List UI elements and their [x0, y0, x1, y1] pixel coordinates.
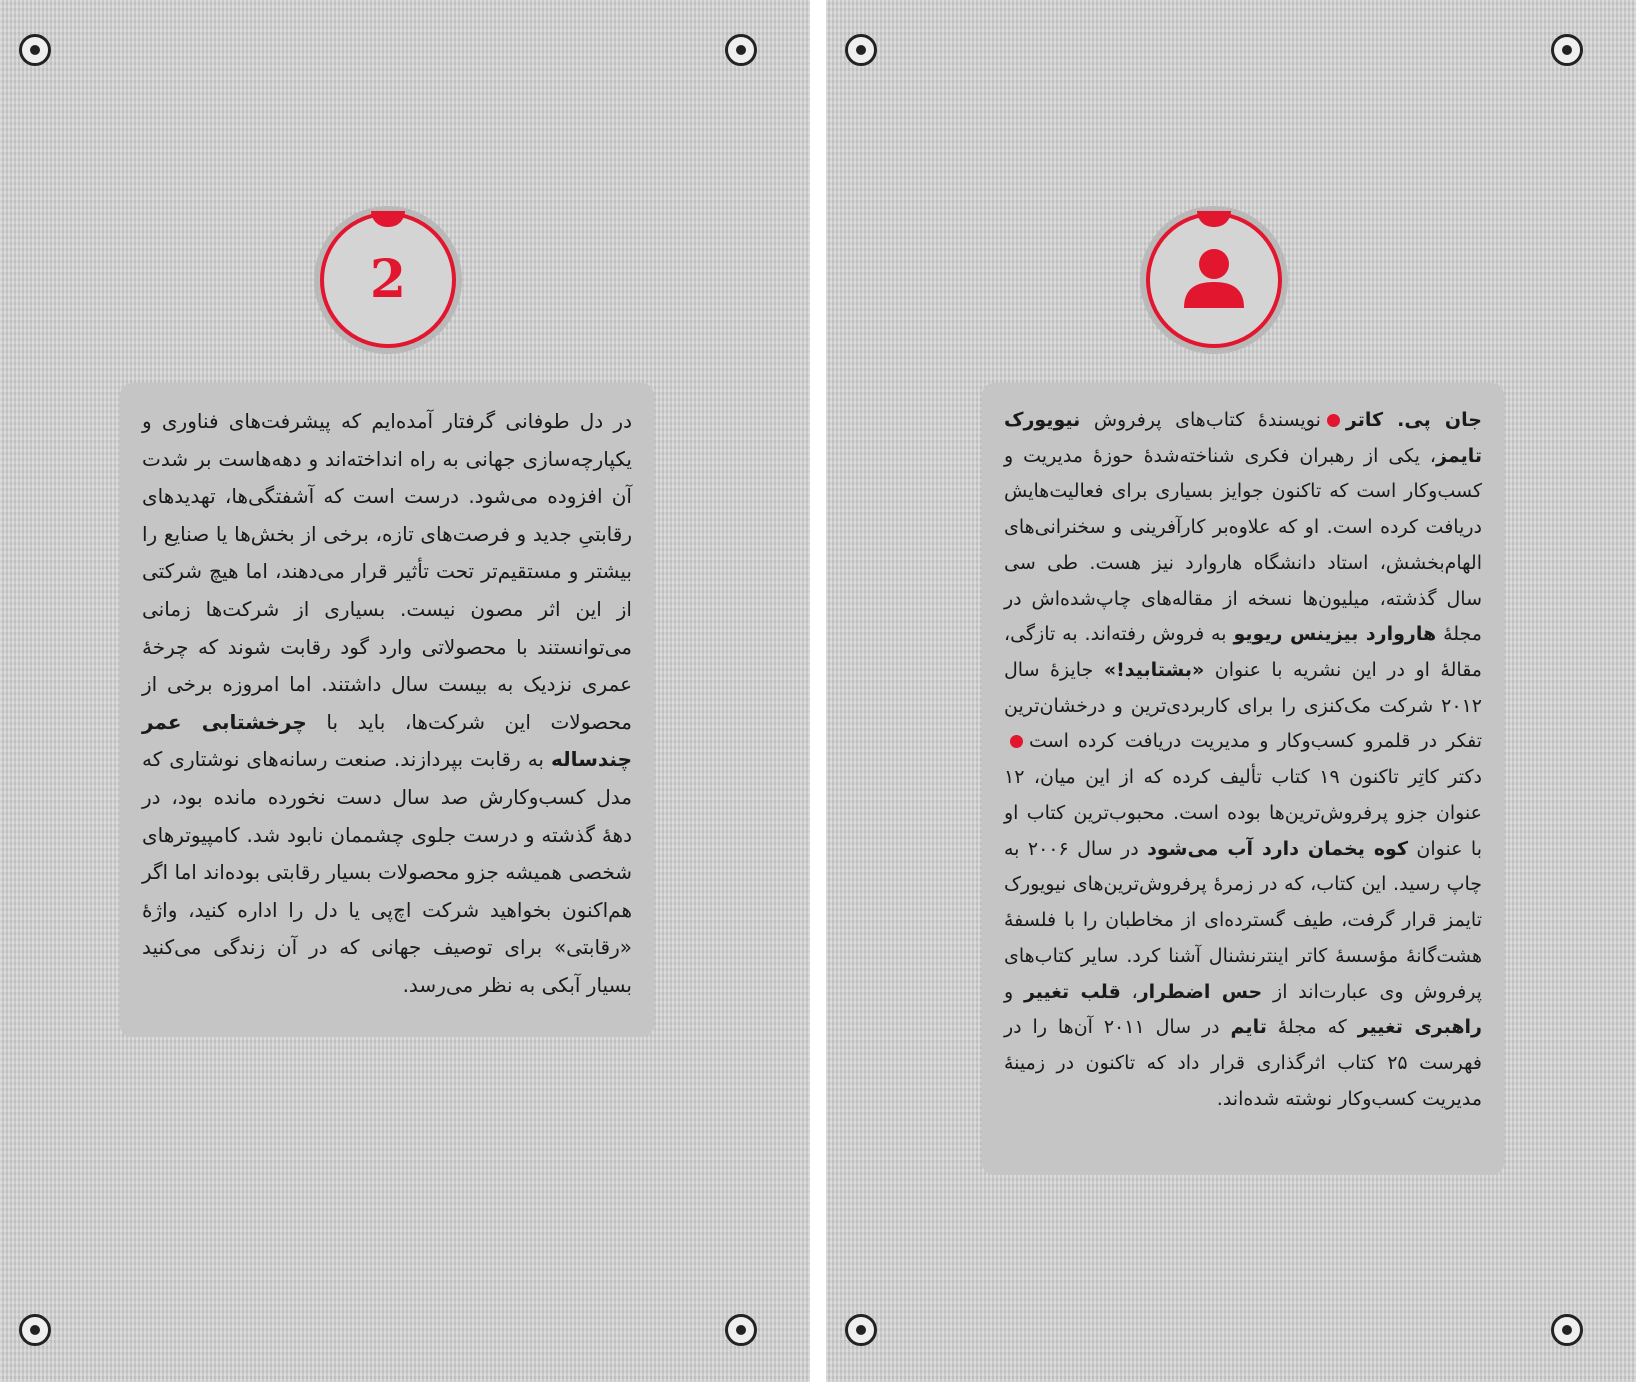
highlighted-phrase: تایم [1230, 1016, 1267, 1039]
right-panel [826, 0, 1636, 1382]
grommet-icon [1551, 34, 1583, 66]
highlighted-phrase: هاروارد بیزینس ریویو [1233, 623, 1437, 646]
highlighted-phrase: نیویورک تایمز [1004, 409, 1482, 467]
author-name: جان پی. کاتر [1345, 409, 1482, 431]
bullet-icon [1010, 735, 1023, 748]
text-run: ، [1131, 980, 1138, 1003]
author-badge [1146, 212, 1282, 348]
text-run: جایزهٔ سال ۲۰۱۲ شرکت مک‌کنزی را برای کاربردی‌ترین و درخشان‌ترین تفکر در قلمرو کسب‌وکار و مدیریت دریافت کرده است [1004, 659, 1482, 753]
right-paragraph [1004, 403, 1482, 1117]
text-run: دکتر کاتِر تاکنون ۱۹ کتاب تألیف کرده که از این میان، ۱۲ عنوان جزو پرفروش‌ترین‌ها بوده است. محبوب‌ترین کتاب او با عنوان [1004, 766, 1483, 860]
text-run: که مجلهٔ [1277, 1016, 1347, 1039]
left-panel [0, 0, 810, 1382]
text-run: نویسندهٔ کتاب‌های پرفروش [1093, 409, 1321, 431]
badge-notch [1197, 211, 1231, 227]
highlighted-phrase: راهبری تغییر [1357, 1016, 1482, 1039]
text-run: ، یکی از رهبران فکری شناخته‌شدهٔ حوزهٔ مدیریت و کسب‌وکار است که تاکنون جوایز بسیاری برای فعالیت‌هایش دریافت کرده است. او که علاوه‌بر کارآفرینی و سخنرانی‌های الهام‌بخشش، استاد دانشگاه هاروارد نیز هست. طی سی سال گذشته، میلیون‌ها نسخه از مقاله‌های چاپ‌شده‌اش در مجلهٔ [1004, 444, 1482, 646]
highlighted-phrase: قلب تغییر [1023, 980, 1121, 1003]
highlighted-phrase: کوه یخمان دارد آب می‌شود [1147, 837, 1408, 860]
number-badge [320, 212, 456, 348]
highlighted-phrase: حس اضطرار [1137, 980, 1263, 1003]
text-run: در سال ۲۰۰۶ به چاپ رسید. این کتاب، که در زمرهٔ پرفروش‌ترین‌های نیویورک تایمز قرار گرفت، طیف گسترده‌ای از مخاطبان را با فلسفهٔ هشت‌گانهٔ مؤسسهٔ کاتر اینترنشنال آشنا کرد. سایر کتاب‌های پرفروش وی عبارت‌اند از [1004, 837, 1482, 1003]
text-run: در سال ۲۰۱۱ آن‌ها را در فهرست ۲۵ کتاب اثرگذاری قرار داد که تاکنون در زمینهٔ مدیریت کسب‌وکار نوشته شده‌اند. [1004, 1016, 1482, 1110]
text-run: به فروش رفته‌اند. به تازگی، مقالهٔ او در این نشریه با عنوان [1004, 623, 1482, 682]
left-paragraph [142, 403, 632, 1005]
badge-number: 2 [369, 249, 407, 310]
text-run: به رقابت بپردازند. صنعت رسانه‌های نوشتاری که مدل کسب‌وکارش صد سال دست نخورده مانده بود، در دههٔ گذشته و درست جلوی چشممان نابود شد. کامپیوترهای شخصی همیشه جزو محصولات بسیار رقابتی بوده‌اند اما اگر هم‌اکنون بخواهید شرکت اچ‌پی یا دل را اداره کنید، واژهٔ «رقابتی» برای توصیف جهانی که در آن زندگی می‌کنید بسیار آبکی به نظر می‌رسد. [142, 747, 632, 997]
grommet-icon [1551, 1314, 1583, 1346]
grommet-icon [19, 34, 51, 66]
grommet-icon [725, 1314, 757, 1346]
left-text-box [120, 383, 654, 1037]
highlighted-phrase: چرخشتابی عمر چندساله [142, 709, 632, 772]
text-run: در دل طوفانی گرفتار آمده‌ایم که پیشرفت‌های فناوری و یکپارچه‌سازی جهانی به راه انداخته‌اند و دهه‌هاست بر شدت آن افزوده می‌شود. درست است که آشفتگی‌ها، تهدیدهای رقابتیِ جدید و فرصت‌های تازه، برخی از بخش‌ها یا صنایع را بیشتر و مستقیم‌تر تحت تأثیر قرار می‌دهند، اما هیچ شرکتی از این اثر مصون نیست. بسیاری از شرکت‌ها زمانی می‌توانستند با محصولاتی وارد گود رقابت شوند که چرخهٔ عمری نزدیک به بیست سال داشتند. اما امروزه برخی از محصولات این شرکت‌ها، باید با [142, 409, 633, 734]
right-text-box [982, 383, 1504, 1175]
person-icon [1182, 246, 1246, 310]
text-run: و [1004, 980, 1014, 1003]
grommet-icon [845, 34, 877, 66]
badge-notch [371, 211, 405, 227]
grommet-icon [845, 1314, 877, 1346]
grommet-icon [725, 34, 757, 66]
grommet-icon [19, 1314, 51, 1346]
highlighted-phrase: «بشتابید!» [1103, 659, 1205, 682]
bullet-icon [1327, 414, 1340, 427]
